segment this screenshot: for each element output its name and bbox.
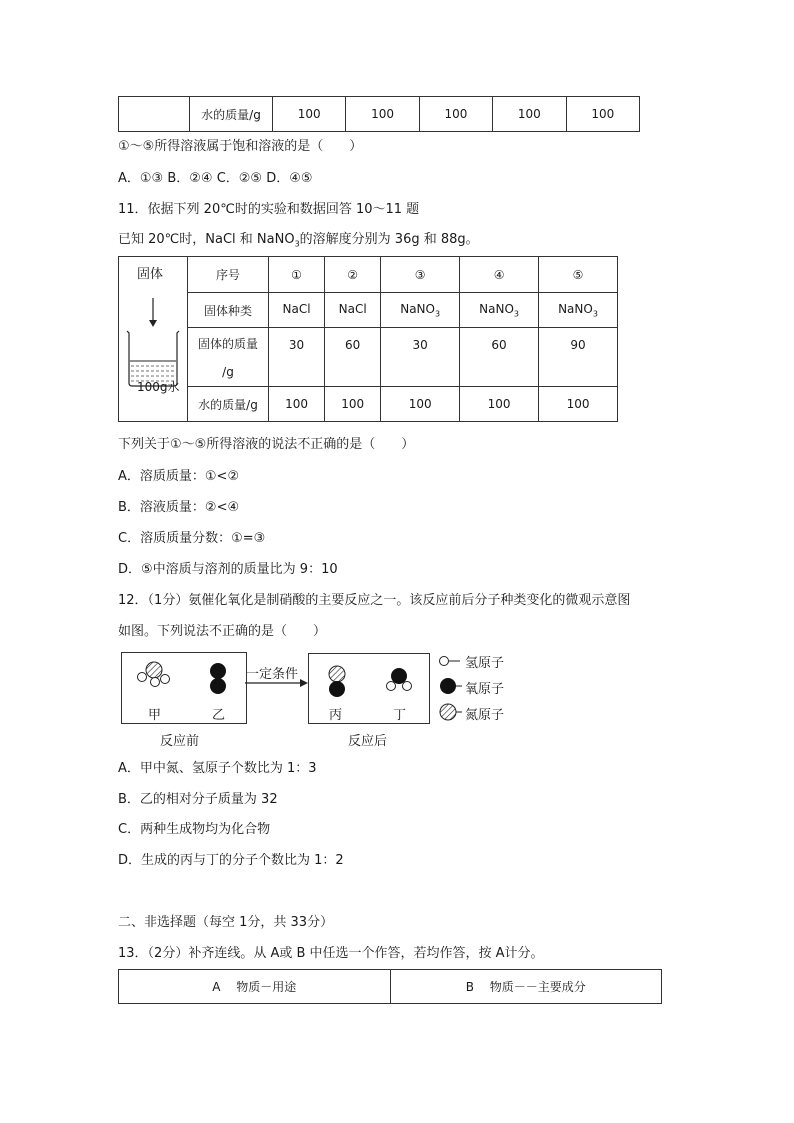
col-a-header: A 物质－用途 (119, 970, 391, 1004)
nitrogen-atom-icon (440, 704, 456, 720)
oxygen-atom-icon (210, 663, 226, 679)
table-cell: 100 (419, 97, 492, 132)
label-bing: 丙 (329, 708, 343, 723)
label-jia: 甲 (148, 708, 162, 723)
q10-options: A．①③ B．②④ C．②⑤ D．④⑤ (118, 171, 313, 186)
before-caption: 反应前 (160, 734, 200, 749)
nitrogen-atom-icon (329, 666, 345, 682)
hydrogen-atom-icon (440, 657, 449, 666)
q11-intro: 已知 20℃时，NaCl 和 NaNO$_3$的溶解度分别为 36g 和 88g。 (118, 232, 479, 249)
col-b-header: B 物质－－主要成分 (390, 970, 662, 1004)
solid-type-label: 固体种类 (188, 293, 269, 328)
q11-stem: 下列关于①～⑤所得溶液的说法不正确的是（ ） (118, 437, 415, 452)
table-cell: ③ (381, 257, 460, 293)
q12-option-b: B．乙的相对分子质量为 32 (118, 792, 278, 807)
product-molecules (309, 654, 429, 723)
seq-label: 序号 (188, 257, 269, 293)
legend-nitrogen: 氮原子 (465, 708, 505, 723)
oxygen-atom-icon (391, 668, 407, 684)
table-cell: NaNO$_3$ (381, 293, 460, 328)
q11-title: 11．依据下列 20℃时的实验和数据回答 10～11 题 (118, 202, 420, 217)
table-cell: 100 (273, 97, 346, 132)
q13-stem: 13．（2分）补齐连线。从 A或 B 中任选一个作答，若均作答，按 A计分。 (118, 946, 544, 961)
table-cell: NaCl (269, 293, 325, 328)
q12-option-c: C．两种生成物均为化合物 (118, 822, 271, 837)
q13-table (118, 969, 662, 1004)
table-row (119, 328, 618, 387)
label-ding: 丁 (393, 708, 407, 723)
oxygen-atom-icon (329, 681, 345, 697)
hydrogen-atom-icon (151, 678, 160, 687)
down-arrow-head (149, 320, 157, 327)
water-mass-label: 水的质量/g (188, 387, 269, 422)
table-cell: 100 (566, 97, 639, 132)
reactant-molecules (122, 653, 246, 723)
table-cell: 30 (381, 328, 460, 387)
water-100g-label: 100g水 (137, 380, 180, 394)
table-cell: ⑤ (539, 257, 618, 293)
q11-option-b: B．溶液质量：②<④ (118, 500, 240, 515)
solid-mass-label: 固体的质量 /g (188, 328, 269, 387)
table-cell: 30 (269, 328, 325, 387)
after-reaction-box (308, 653, 430, 724)
table-cell: 90 (539, 328, 618, 387)
table-cell: NaNO$_3$ (539, 293, 618, 328)
table-cell: 100 (325, 387, 381, 422)
table-cell: 60 (325, 328, 381, 387)
table-cell: NaNO$_3$ (460, 293, 539, 328)
table-cell: 100 (493, 97, 566, 132)
table-row (119, 387, 618, 422)
q11-option-c: C．溶质质量分数：①=③ (118, 531, 266, 546)
q12-stem-line1: 12．（1分）氨催化氧化是制硝酸的主要反应之一。该反应前后分子种类变化的微观示意图 (118, 593, 631, 608)
oxygen-atom-icon (440, 678, 456, 694)
q12-option-d: D．生成的丙与丁的分子个数比为 1：2 (118, 853, 344, 868)
table-cell: NaCl (325, 293, 381, 328)
after-caption: 反应后 (348, 734, 388, 749)
reaction-condition: 一定条件 (246, 667, 299, 682)
hydrogen-atom-icon (403, 682, 412, 691)
atom-legend (438, 652, 462, 724)
solid-label: 固体 (137, 267, 164, 282)
water-mass-label: 水的质量/g (190, 97, 273, 132)
hydrogen-atom-icon (138, 673, 147, 682)
table-row (119, 97, 640, 132)
top-data-table (118, 96, 640, 132)
table-row (119, 970, 662, 1004)
hydrogen-atom-icon (387, 682, 396, 691)
legend-hydrogen: 氢原子 (465, 656, 505, 671)
table-cell: 100 (269, 387, 325, 422)
beaker-figure-cell (119, 257, 188, 422)
label-yi: 乙 (212, 708, 226, 723)
table-cell: ① (269, 257, 325, 293)
table-cell: ④ (460, 257, 539, 293)
table-cell: 100 (539, 387, 618, 422)
legend-oxygen: 氧原子 (465, 682, 505, 697)
q12-stem-line2: 如图。下列说法不正确的是（ ） (118, 624, 327, 639)
table-row (119, 257, 618, 293)
oxygen-atom-icon (210, 678, 226, 694)
nitrogen-atom-icon (146, 662, 162, 678)
table-cell: 100 (381, 387, 460, 422)
table-cell: ② (325, 257, 381, 293)
section-2-heading: 二、非选择题（每空 1分，共 33分） (118, 915, 334, 930)
q11-option-a: A．溶质质量：①<② (118, 469, 240, 484)
table-cell: 100 (460, 387, 539, 422)
before-reaction-box (121, 652, 247, 724)
q11-data-table (118, 256, 618, 422)
table-cell: 60 (460, 328, 539, 387)
q11-option-d: D．⑤中溶质与溶剂的质量比为 9：10 (118, 562, 338, 577)
q12-option-a: A．甲中氮、氢原子个数比为 1：3 (118, 761, 317, 776)
hydrogen-atom-icon (161, 675, 170, 684)
table-row (119, 293, 618, 328)
empty-cell (119, 97, 190, 132)
q10-stem: ①～⑤所得溶液属于饱和溶液的是（ ） (118, 139, 363, 154)
table-cell: 100 (346, 97, 419, 132)
